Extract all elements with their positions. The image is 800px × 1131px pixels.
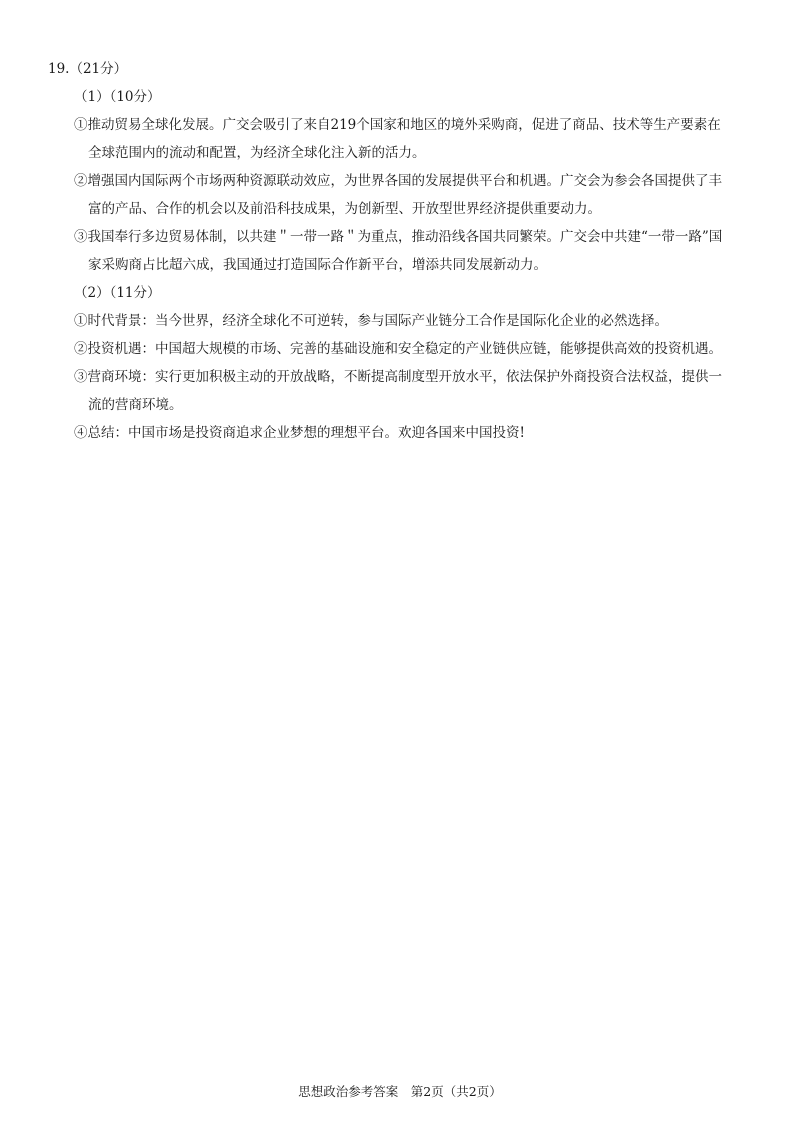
part2-item-3 (48, 363, 763, 419)
answer-content (48, 55, 763, 447)
part1-item-3 (48, 223, 763, 279)
part2-title: （2）（11分） (74, 285, 161, 301)
part2-item-1-line1: ①时代背景：当今世界，经济全球化不可逆转，参与国际产业链分工合作是国际化企业的必然选择。 (74, 313, 668, 329)
part1-item-2-line1: ②增强国内国际两个市场两种资源联动效应，为世界各国的发展提供平台和机遇。广交会为参会各国提供了丰 (74, 173, 722, 189)
part2-item-2-line1: ②投资机遇：中国超大规模的市场、完善的基础设施和安全稳定的产业链供应链，能够提供高效的投资机遇。 (74, 341, 722, 357)
part1-item-3-line1: ③我国奉行多边贸易体制，以共建＂一带一路＂为重点，推动沿线各国共同繁荣。广交会中共建“一带一路”国 (74, 229, 723, 245)
part2-item-1 (48, 307, 763, 335)
part1-item-2-line2: 富的产品、合作的机会以及前沿科技成果，为创新型、开放型世界经济提供重要动力。 (88, 201, 601, 217)
part2-item-3-line2: 流的营商环境。 (88, 397, 183, 413)
part1-item-1 (48, 111, 763, 167)
question-title: 19.（21分） (48, 61, 128, 77)
part1-item-3-line2: 家采购商占比超六成，我国通过打造国际合作新平台，增添共同发展新动力。 (88, 257, 547, 273)
part1-item-1-line2: 全球范围内的流动和配置，为经济全球化注入新的活力。 (88, 145, 426, 161)
part2-item-2 (48, 335, 763, 363)
part1-item-2 (48, 167, 763, 223)
part2-item-4 (48, 419, 763, 447)
part1-title: （1）（10分） (74, 89, 161, 105)
part1-item-1-line1: ①推动贸易全球化发展。广交会吸引了来自219个国家和地区的境外采购商，促进了商品、技术等生产要素在 (74, 117, 721, 133)
part2-item-4-line1: ④总结：中国市场是投资商追求企业梦想的理想平台。欢迎各国来中国投资! (74, 425, 525, 441)
page-footer: 思想政治参考答案 第2页（共2页） (298, 1084, 502, 1099)
part2-item-3-line1: ③营商环境：实行更加积极主动的开放战略，不断提高制度型开放水平，依法保护外商投资合法权益，提供一 (74, 369, 722, 385)
